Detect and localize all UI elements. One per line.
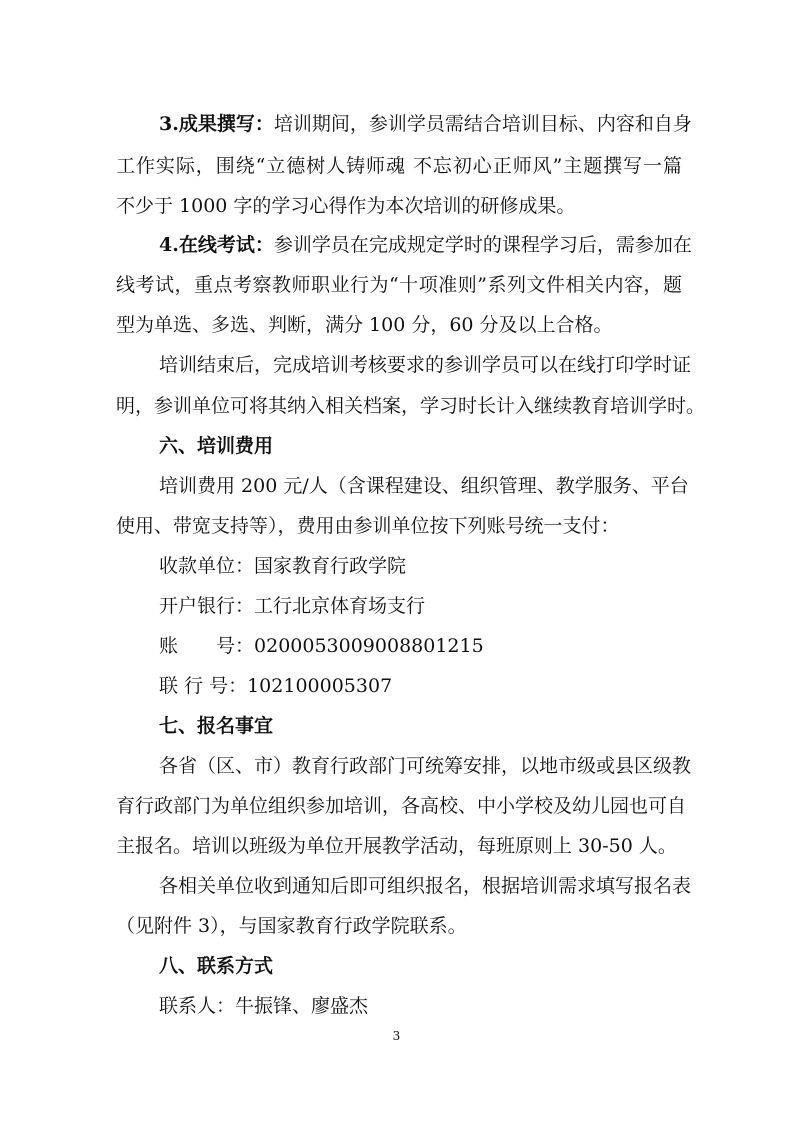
exam-paragraph-line-2: 线考试，重点考察教师职业行为“十项准则”系列文件相关内容，题 (116, 274, 682, 296)
contact-heading: 八、联系方式 (159, 955, 274, 977)
registration-line-2: 育行政部门为单位组织参加培训，各高校、中小学校及幼儿园也可自 (116, 795, 687, 817)
exam-paragraph-line-3: 型为单选、多选、判断，满分 100 分，60 分及以上合格。 (116, 314, 613, 336)
fee-account (159, 634, 484, 658)
fee-heading: 六、培训费用 (159, 435, 274, 457)
results-text-1: 培训期间，参训学员需结合培训目标、内容和自身 (273, 113, 692, 135)
results-paragraph-line-1 (159, 112, 692, 136)
fee-bank-code (159, 674, 392, 698)
contact-persons: 联系人：牛振锋、廖盛杰 (159, 995, 369, 1017)
account-label: 账 号： (159, 635, 255, 657)
account-number: 0200053009008801215 (254, 635, 484, 657)
page-number: 3 (392, 1029, 401, 1043)
registration-line-3: 主报名。培训以班级为单位开展教学活动，每班原则上 30-50 人。 (116, 835, 677, 857)
exam-text-1: 参训学员在完成规定学时的课程学习后，需参加在 (273, 234, 692, 256)
fee-line-1: 培训费用 200 元/人（含课程建设、组织管理、教学服务、平台 (159, 475, 689, 497)
bank-code-label: 联 行 号： (159, 675, 248, 697)
exam-paragraph-line-1 (159, 233, 692, 257)
fee-bank: 开户银行：工行北京体育场支行 (159, 595, 426, 617)
results-paragraph-line-2: 工作实际，围绕“立德树人铸师魂 不忘初心正师风”主题撰写一篇 (116, 155, 682, 177)
registration-line-1: 各省（区、市）教育行政部门可统筹安排，以地市级或县区级教 (159, 755, 692, 777)
fee-payee: 收款单位：国家教育行政学院 (159, 555, 407, 577)
completion-line-2: 明，参训单位可将其纳入相关档案，学习时长计入继续教育培训学时。 (116, 395, 706, 417)
fee-line-2: 使用、带宽支持等），费用由参训单位按下列账号统一支付： (116, 515, 620, 537)
results-label: 3.成果撰写： (159, 113, 274, 135)
registration-heading: 七、报名事宜 (159, 715, 274, 737)
completion-line-1: 培训结束后，完成培训考核要求的参训学员可以在线打印学时证 (159, 354, 692, 376)
registration-line-4: 各相关单位收到通知后即可组织报名，根据培训需求填写报名表 (159, 875, 692, 897)
results-paragraph-line-3: 不少于 1000 字的学习心得作为本次培训的研修成果。 (116, 195, 576, 217)
exam-label: 4.在线考试： (159, 234, 274, 256)
registration-line-5: （见附件 3），与国家教育行政学院联系。 (116, 915, 467, 937)
bank-code-number: 102100005307 (247, 675, 393, 697)
